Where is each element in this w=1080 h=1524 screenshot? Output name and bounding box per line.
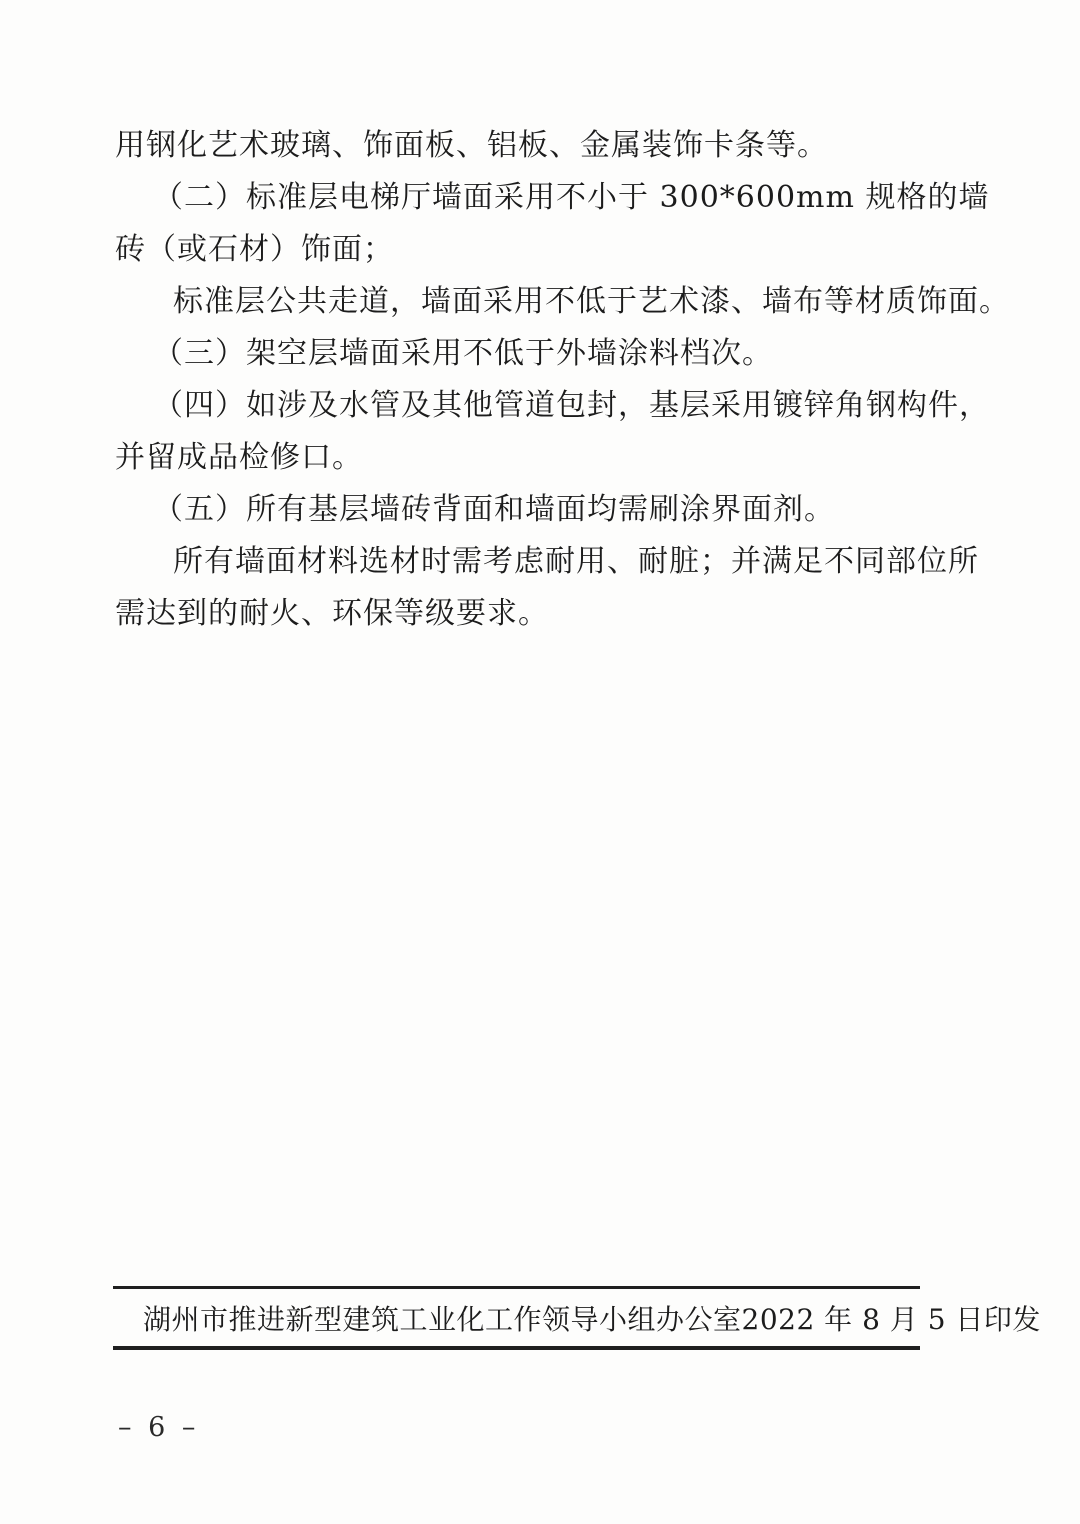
body-line: （四）如涉及水管及其他管道包封，基层采用镀锌角钢构件， [153,388,990,423]
body-line: （五）所有基层墙砖背面和墙面均需刷涂界面剂。 [153,492,835,527]
body-line: 并留成品检修口。 [115,440,363,475]
body-line: 标准层公共走道，墙面采用不低于艺术漆、墙布等材质饰面。 [173,284,1010,319]
colophon-row [113,1289,1041,1346]
document-body [115,120,1010,640]
page-number: – 6 – [118,1412,200,1443]
print-date-label: 2022 年 8 月 5 日印发 [741,1302,1041,1336]
body-line: 砖（或石材）饰面； [115,232,394,267]
body-line: 用钢化艺术玻璃、饰面板、铝板、金属装饰卡条等。 [115,128,828,163]
body-line: （三）架空层墙面采用不低于外墙涂料档次。 [153,336,773,371]
colophon [113,1286,1041,1350]
issuing-office-label: 湖州市推进新型建筑工业化工作领导小组办公室 [143,1302,742,1336]
body-line: （二）标准层电梯厅墙面采用不小于 300*600mm 规格的墙 [153,180,990,215]
body-line: 所有墙面材料选材时需考虑耐用、耐脏；并满足不同部位所 [173,544,979,579]
body-line: 需达到的耐火、环保等级要求。 [115,596,549,631]
